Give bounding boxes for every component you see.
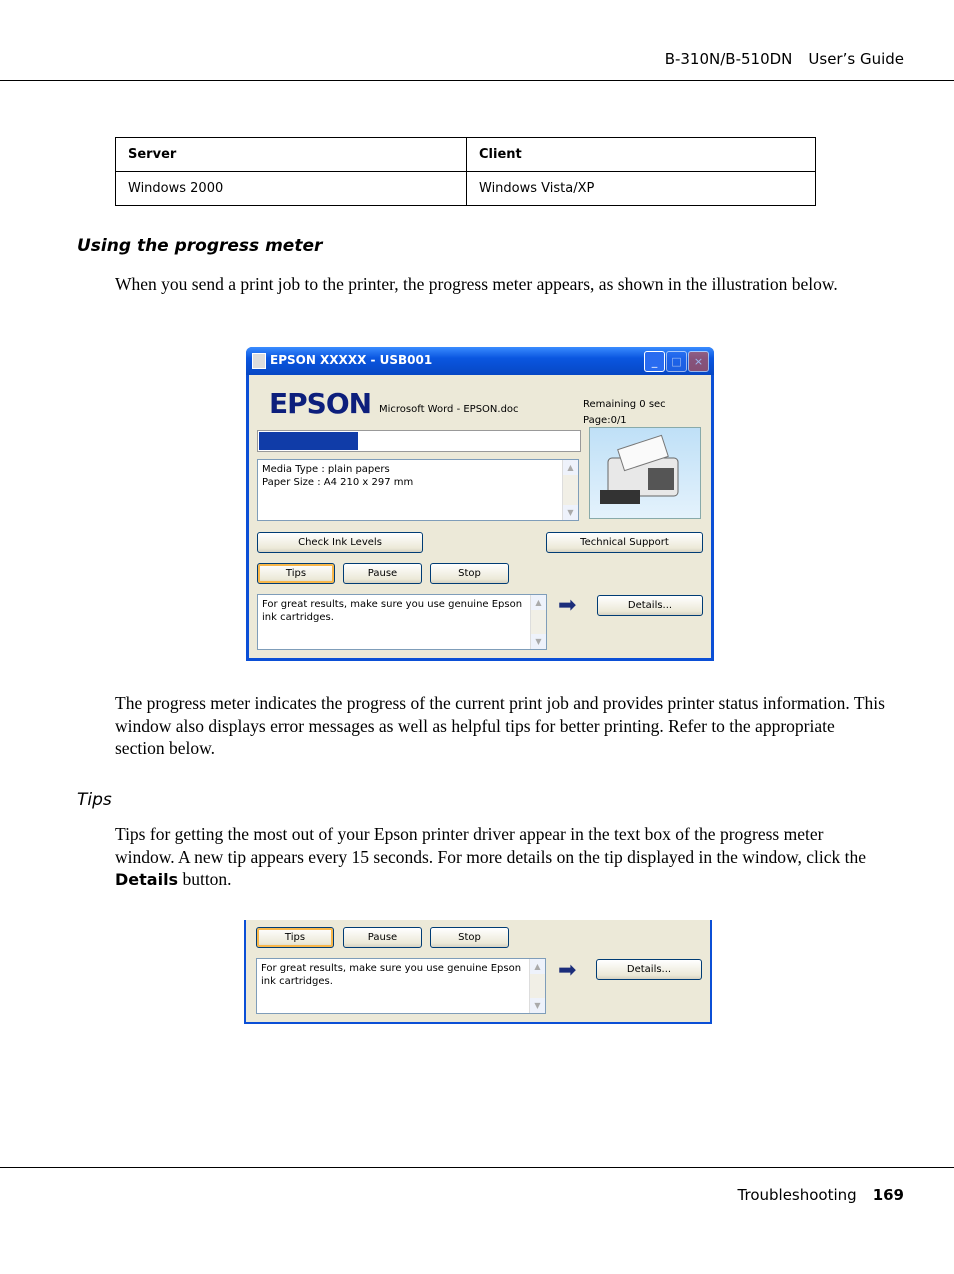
running-footer [738, 1186, 904, 1204]
header-guide: User’s Guide [808, 50, 904, 68]
window-title: EPSON XXXXX - USB001 [270, 353, 433, 367]
progress-bar [257, 430, 581, 452]
tip-text-box [257, 594, 547, 650]
details-button[interactable]: Details... [597, 595, 703, 616]
tips-text-a: Tips for getting the most out of your Epson printer driver appear in the text box of the progress meter window. A new tip appears every 15 seconds. For more details on the tip displayed in the window, click the [115, 824, 867, 867]
arrow-right-icon: ➡ [558, 957, 577, 982]
page-count: Page:0/1 [583, 415, 627, 426]
footer-section: Troubleshooting [737, 1186, 857, 1204]
tips-heading: Tips [77, 790, 112, 810]
printer-illustration [589, 427, 701, 519]
details-term: Details [115, 870, 179, 889]
table-header-row [116, 138, 816, 172]
scrollbar[interactable] [529, 959, 545, 1013]
remaining-time: Remaining 0 sec [583, 399, 666, 410]
scrollbar[interactable] [562, 460, 578, 520]
scroll-up-icon[interactable]: ▲ [563, 460, 578, 475]
media-info-box [257, 459, 579, 521]
table-header-cell: Server [116, 138, 467, 172]
tip-text: For great results, make sure you use genuine Epson ink cartridges. [262, 599, 523, 623]
tips-area-crop [244, 920, 712, 1024]
progress-meter-window [246, 347, 714, 661]
scroll-down-icon[interactable]: ▼ [563, 505, 578, 520]
section-title: Using the progress meter [77, 236, 323, 256]
paper-size: Paper Size : A4 210 x 297 mm [262, 477, 414, 488]
description-paragraph: The progress meter indicates the progress of the current print job and provides printer status information. This window also displays error messages as well as helpful tips for better printing. Refer to the appropriate section below. [115, 693, 885, 758]
table-cell: Windows Vista/XP [467, 172, 816, 206]
document-name: Microsoft Word - EPSON.doc [379, 404, 519, 415]
scroll-up-icon[interactable]: ▲ [531, 595, 546, 610]
tips-button[interactable]: Tips [256, 927, 334, 948]
table-header-cell: Client [467, 138, 816, 172]
tip-text: For great results, make sure you use genuine Epson ink cartridges. [261, 963, 522, 987]
maximize-icon: □ [666, 351, 687, 372]
table-cell: Windows 2000 [116, 172, 467, 206]
epson-logo: EPSON [269, 387, 372, 420]
page-number: 169 [872, 1186, 904, 1204]
footer-rule [0, 1167, 954, 1168]
header-rule [0, 80, 954, 81]
close-icon: × [688, 351, 709, 372]
tips-text-b: button. [178, 869, 232, 889]
tip-text-box [256, 958, 546, 1014]
header-model: B-310N/B-510DN [664, 50, 793, 68]
title-bar [246, 347, 714, 375]
details-button[interactable]: Details... [596, 959, 702, 980]
scroll-up-icon[interactable]: ▲ [530, 959, 545, 974]
scroll-down-icon[interactable]: ▼ [530, 998, 545, 1013]
check-ink-levels-button[interactable]: Check Ink Levels [257, 532, 423, 553]
minimize-icon[interactable]: _ [644, 351, 665, 372]
technical-support-button[interactable]: Technical Support [546, 532, 703, 553]
scrollbar[interactable] [530, 595, 546, 649]
running-header [665, 50, 904, 68]
arrow-right-icon: ➡ [558, 592, 577, 617]
stop-button[interactable]: Stop [430, 927, 509, 948]
os-compat-table [115, 137, 816, 206]
printer-icon [252, 353, 266, 369]
dialog-body [249, 375, 711, 658]
progress-fill [259, 432, 358, 450]
job-status [583, 397, 666, 429]
table-row [116, 172, 816, 206]
pause-button[interactable]: Pause [343, 927, 422, 948]
scroll-down-icon[interactable]: ▼ [531, 634, 546, 649]
pause-button[interactable]: Pause [343, 563, 422, 584]
tips-button[interactable]: Tips [257, 563, 335, 584]
tips-paragraph [115, 823, 885, 892]
stop-button[interactable]: Stop [430, 563, 509, 584]
intro-paragraph: When you send a print job to the printer, the progress meter appears, as shown in the illustration below. [115, 274, 838, 294]
media-type: Media Type : plain papers [262, 464, 390, 475]
